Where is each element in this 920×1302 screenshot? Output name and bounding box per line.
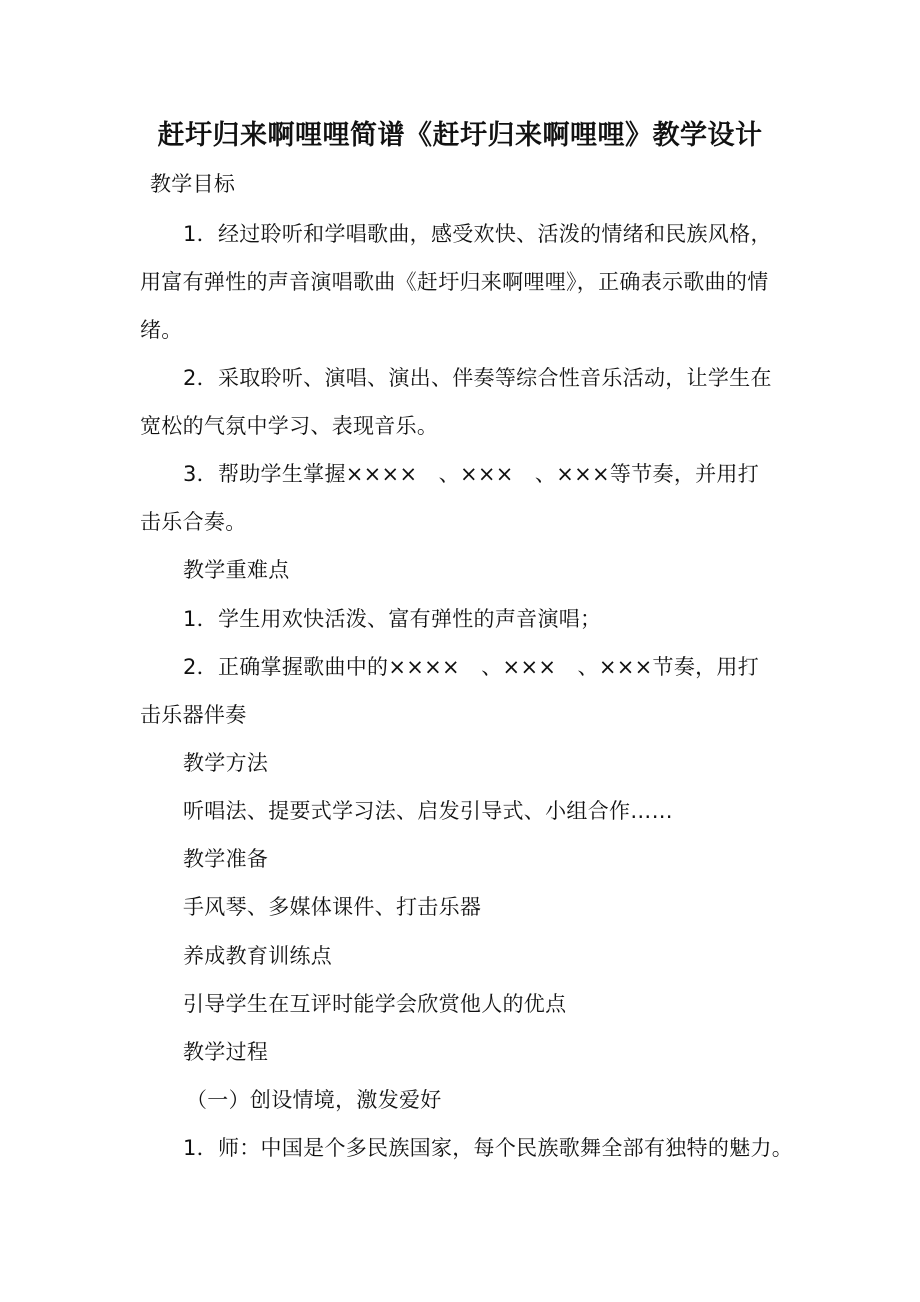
paragraph-line: 击乐合奏。 — [140, 510, 247, 534]
section-heading-training-point: 养成教育训练点 — [183, 944, 333, 968]
paragraph-line: 3．帮助学生掌握×××× 、××× 、×××等节奏，并用打 — [183, 462, 760, 486]
paragraph-line: 1．经过聆听和学唱歌曲，感受欢快、活泼的情绪和民族风格， — [183, 222, 772, 246]
paragraph-line: 手风琴、多媒体课件、打击乐器 — [183, 895, 482, 919]
paragraph-line: 2．采取聆听、演唱、演出、伴奏等综合性音乐活动，让学生在 — [183, 366, 772, 390]
paragraph-line: 用富有弹性的声音演唱歌曲《赶圩归来啊哩哩》，正确表示歌曲的情 — [140, 270, 769, 294]
paragraph-line: 1．学生用欢快活泼、富有弹性的声音演唱； — [183, 607, 602, 631]
subsection-heading: （一）创设情境，激发爱好 — [186, 1088, 442, 1112]
paragraph-line: 听唱法、提要式学习法、启发引导式、小组合作…… — [183, 799, 673, 823]
section-heading-objectives: 教学目标 — [150, 172, 236, 196]
section-heading-preparation: 教学准备 — [183, 847, 269, 871]
paragraph-line: 宽松的气氛中学习、表现音乐。 — [140, 414, 439, 438]
section-heading-key-points: 教学重难点 — [183, 558, 290, 582]
section-heading-process: 教学过程 — [183, 1040, 269, 1064]
paragraph-line: 2．正确掌握歌曲中的×××× 、××× 、×××节奏，用打 — [183, 655, 760, 679]
paragraph-line: 绪。 — [140, 318, 183, 342]
paragraph-line: 1．师：中国是个多民族国家，每个民族歌舞全部有独特的魅力。 — [183, 1136, 794, 1160]
paragraph-line: 击乐器伴奏 — [140, 703, 247, 727]
paragraph-line: 引导学生在互评时能学会欣赏他人的优点 — [183, 992, 567, 1016]
section-heading-methods: 教学方法 — [183, 751, 269, 775]
document-title: 赶圩归来啊哩哩简谱《赶圩归来啊哩哩》教学设计 — [157, 120, 763, 151]
